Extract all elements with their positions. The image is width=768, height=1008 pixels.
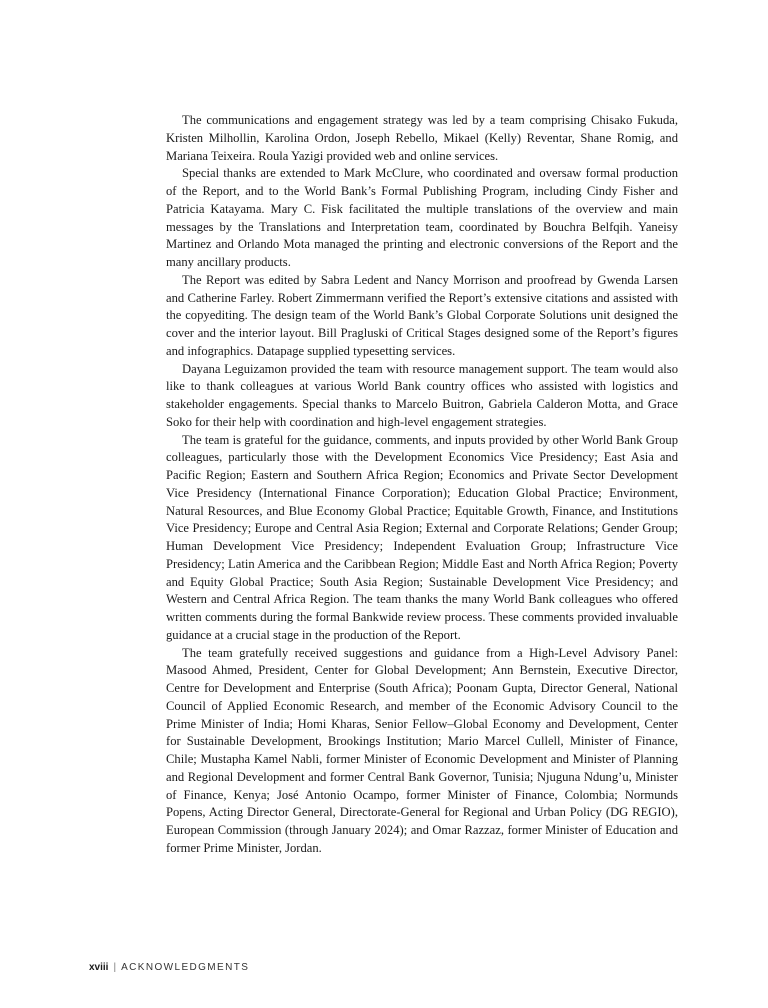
acknowledgments-body bbox=[166, 112, 678, 858]
running-section-title: ACKNOWLEDGMENTS bbox=[121, 962, 250, 973]
paragraph-editing-design: The Report was edited by Sabra Ledent and Nancy Morrison and proofread by Gwenda Larsen and Catherine Farley. Robert Zimmermann verified the Report’s extensive citations and assisted with the copyediting. The design team of the World Bank’s Global Corporate Solutions unit designed the cover and the interior layout. Bill Pragluski of Critical Stages designed some of the Report’s figures and infographics. Datapage supplied typesetting services. bbox=[166, 272, 678, 358]
footer-separator: | bbox=[113, 962, 117, 973]
paragraph-production-thanks: Special thanks are extended to Mark McClure, who coordinated and oversaw formal production of the Report, and to the World Bank’s Formal Publishing Program, including Cindy Fisher and Patricia Katayama. Mary C. Fisk facilitated the multiple translations of the overview and main messages by the Translations and Interpretation team, coordinated by Bouchra Belfqih. Yaneisy Martinez and Orlando Mota managed the printing and electronic conversions of the Report and the many ancillary products. bbox=[166, 166, 678, 269]
paragraph-communications-team: The communications and engagement strategy was led by a team comprising Chisako Fukuda, Kristen Milhollin, Karolina Ordon, Joseph Rebello, Mikael (Kelly) Reventar, Shane Romig, and Mariana Teixeira. Roula Yazigi provided web and online services. bbox=[166, 113, 678, 163]
paragraph-advisory-panel: The team gratefully received suggestions and guidance from a High-Level Advisory Panel: Masood Ahmed, President, Center for Global Development; Ann Bernstein, Executive Director, Centre for Development and Enterprise (South Africa); Poonam Gupta, Director General, National Council of Applied Economic Research, and member of the Economic Advisory Council to the Prime Minister of India; Homi Kharas, Senior Fellow–Global Economy and Development, Center for Sustainable Development, Brookings Institution; Mario Marcel Cullell, Minister of Finance, Chile; Mustapha Kamel Nabli, former Minister of Economic Development and Minister of Planning and Regional Development and former Central Bank Governor, Tunisia; Njuguna Ndung’u, Minister of Finance, Kenya; José Antonio Ocampo, former Minister of Finance, Colombia; Normunds Popens, Acting Director General, Directorate-General for Regional and Urban Policy (DG REGIO), European Commission (through January 2024); and Omar Razzaz, former Minister of Education and former Prime Minister, Jordan. bbox=[166, 645, 678, 855]
paragraph-resource-support: Dayana Leguizamon provided the team with resource management support. The team would also like to thank colleagues at various World Bank country offices who assisted with logistics and stakeholder engagements. Special thanks to Marcelo Buitron, Gabriela Calderon Motta, and Grace Soko for their help with coordination and high-level engagement strategies. bbox=[166, 361, 678, 429]
page-number: xviii bbox=[89, 962, 109, 973]
page-footer bbox=[89, 962, 249, 973]
paragraph-bank-colleagues: The team is grateful for the guidance, comments, and inputs provided by other World Bank Group colleagues, particularly those with the Development Economics Vice Presidency; East Asia and Pacific Region; Eastern and Southern Africa Region; Economics and Private Sector Development Vice Presidency (International Finance Corporation); Education Global Practice; Environment, Natural Resources, and Blue Economy Global Practice; Equitable Growth, Finance, and Institutions Vice Presidency; Europe and Central Asia Region; External and Corporate Relations; Gender Group; Human Development Vice Presidency; Independent Evaluation Group; Infrastructure Vice Presidency; Latin America and the Caribbean Region; Middle East and North Africa Region; Poverty and Equity Global Practice; South Asia Region; Sustainable Development Vice Presidency; and Western and Central Africa Region. The team thanks the many World Bank colleagues who offered written comments during the formal Bankwide review process. These comments provided invaluable guidance at a crucial stage in the production of the Report. bbox=[166, 432, 678, 642]
